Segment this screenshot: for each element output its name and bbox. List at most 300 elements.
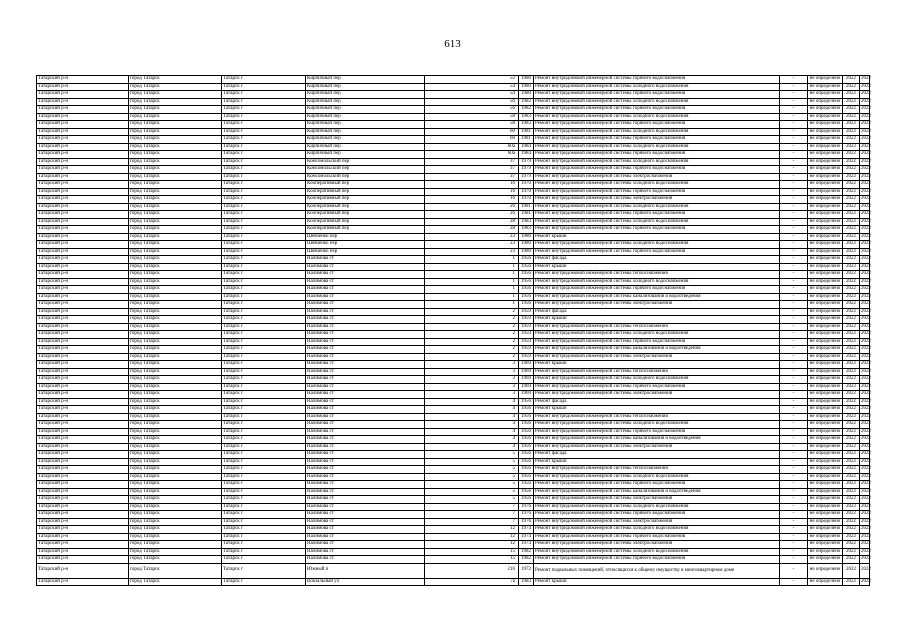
table-row — [37, 196, 870, 204]
table-row — [37, 173, 870, 181]
district-cell: Татарский р-н — [37, 346, 129, 354]
street-cell: Налимова ст — [306, 301, 425, 309]
settlement-cell: Татарск г — [222, 263, 306, 271]
table-row — [37, 421, 870, 429]
year-start-cell: 2022 — [843, 346, 860, 354]
year-start-cell: 2022 — [843, 563, 860, 578]
municipality-cell: город Татарск — [129, 518, 222, 526]
year-built-cell: 1969 — [519, 368, 534, 376]
table-row — [37, 398, 870, 406]
year-start-cell: 2022 — [843, 383, 860, 391]
year-end-cell: 2022 — [861, 76, 871, 81]
street-cell: Кооперативный пер — [306, 226, 425, 234]
cost-cell: не определено — [808, 391, 843, 399]
house-number-cell: 26 — [425, 211, 519, 219]
year-built-cell: 1956 — [519, 406, 534, 414]
year-built-cell: 1970 — [519, 196, 534, 204]
street-cell: Кооперативный пер — [306, 203, 425, 211]
dash-cell: - — [780, 196, 808, 204]
cost-cell: не определено — [808, 398, 843, 406]
year-start-cell: 2022 — [843, 98, 860, 106]
table-row — [37, 226, 870, 234]
district-cell: Татарский р-н — [37, 428, 129, 436]
table-row — [37, 436, 870, 444]
year-end-cell: 2022 — [861, 248, 871, 254]
house-number-cell: 16 — [425, 196, 519, 204]
municipality-cell: город Татарск — [129, 151, 222, 159]
year-built-cell: 1956 — [519, 443, 534, 451]
house-number-cell: 7 — [425, 503, 519, 511]
house-number-cell: 1 — [425, 286, 519, 294]
municipality-cell: город Татарск — [129, 526, 222, 534]
settlement-cell: Татарск г — [222, 338, 306, 346]
dash-cell: - — [780, 76, 808, 84]
year-built-cell: 1959 — [519, 308, 534, 316]
cost-cell: не определено — [808, 496, 843, 504]
work-type-cell: Ремонт крыши — [534, 361, 780, 369]
settlement-cell: Татарск г — [222, 421, 306, 429]
table-row — [37, 563, 870, 578]
table-row — [37, 151, 870, 159]
year-end-cell: 2022 — [861, 518, 871, 524]
year-start-cell: 2022 — [843, 368, 860, 376]
table-row — [37, 556, 870, 564]
dash-cell: - — [780, 518, 808, 526]
cost-cell: не определено — [808, 91, 843, 99]
district-cell: Татарский р-н — [37, 173, 129, 181]
dash-cell: - — [780, 458, 808, 466]
house-number-cell: 3 — [425, 361, 519, 369]
table-row — [37, 263, 870, 271]
street-cell: Налимова ст — [306, 413, 425, 421]
settlement-cell: Татарск г — [222, 143, 306, 151]
year-start-cell: 2022 — [843, 308, 860, 316]
table-row — [37, 443, 870, 451]
street-cell: Налимова ст — [306, 518, 425, 526]
year-built-cell: 1981 — [519, 211, 534, 219]
street-cell: Налимова ст — [306, 256, 425, 264]
district-cell: Татарский р-н — [37, 518, 129, 526]
year-built-cell: 1982 — [519, 98, 534, 106]
year-built-cell: 1974 — [519, 541, 534, 549]
work-type-cell: Ремонт внутридомовой инженерной системы горячего водоснабжения — [534, 556, 780, 564]
dash-cell: - — [780, 436, 808, 444]
work-type-cell: Ремонт внутридомовой инженерной системы горячего водоснабжения — [534, 338, 780, 346]
year-end-cell: 2022 — [861, 278, 871, 284]
table-row — [37, 98, 870, 106]
dash-cell: - — [780, 578, 808, 586]
street-cell: Кооперативный пер — [306, 181, 425, 189]
house-number-cell: 60а — [425, 143, 519, 151]
work-type-cell: Ремонт фасада — [534, 256, 780, 264]
dash-cell: - — [780, 563, 808, 578]
year-end-cell: 2022 — [861, 113, 871, 119]
municipality-cell: город Татарск — [129, 241, 222, 249]
work-type-cell: Ремонт внутридомовой инженерной системы электроснабжения — [534, 353, 780, 361]
municipality-cell: город Татарск — [129, 158, 222, 166]
table-row — [37, 181, 870, 189]
year-end-cell: 2022 — [861, 383, 871, 389]
house-number-cell: 7 — [425, 511, 519, 519]
district-cell: Татарский р-н — [37, 278, 129, 286]
year-start-cell: 2022 — [843, 263, 860, 271]
year-built-cell: 1972 — [519, 563, 534, 578]
street-cell: Налимова ст — [306, 383, 425, 391]
municipality-cell: город Татарск — [129, 323, 222, 331]
year-start-cell: 2022 — [843, 248, 860, 256]
settlement-cell: Татарск г — [222, 121, 306, 129]
municipality-cell: город Татарск — [129, 278, 222, 286]
year-start-cell: 2022 — [843, 451, 860, 459]
cost-cell: не определено — [808, 346, 843, 354]
house-number-cell: 54 — [425, 83, 519, 91]
municipality-cell: город Татарск — [129, 271, 222, 279]
district-cell: Татарский р-н — [37, 233, 129, 241]
municipality-cell: город Татарск — [129, 406, 222, 414]
street-cell: Кооперативный пер — [306, 211, 425, 219]
municipality-cell: город Татарск — [129, 556, 222, 564]
year-built-cell: 1956 — [519, 481, 534, 489]
house-number-cell: 37 — [425, 166, 519, 174]
street-cell: Комсомольский пер — [306, 158, 425, 166]
house-number-cell: 2 — [425, 338, 519, 346]
table-row — [37, 383, 870, 391]
work-type-cell: Ремонт внутридомовой инженерной системы электроснабжения — [534, 443, 780, 451]
street-cell: Налимова ст — [306, 541, 425, 549]
house-number-cell: 3 — [425, 383, 519, 391]
year-built-cell: 1976 — [519, 511, 534, 519]
street-cell: Налимова ст — [306, 496, 425, 504]
street-cell: Налимова ст — [306, 443, 425, 451]
dash-cell: - — [780, 391, 808, 399]
street-cell: Налимова ст — [306, 346, 425, 354]
district-cell: Татарский р-н — [37, 113, 129, 121]
cost-cell: не определено — [808, 541, 843, 549]
work-type-cell: Ремонт внутридомовой инженерной системы холодного водоснабжения — [534, 128, 780, 136]
dash-cell: - — [780, 128, 808, 136]
dash-cell: - — [780, 323, 808, 331]
dash-cell: - — [780, 331, 808, 339]
house-number-cell: 28 — [425, 226, 519, 234]
settlement-cell: Татарск г — [222, 466, 306, 474]
year-start-cell: 2022 — [843, 286, 860, 294]
street-cell: Налимова ст — [306, 488, 425, 496]
settlement-cell: Татарск г — [222, 98, 306, 106]
work-type-cell: Ремонт внутридомовой инженерной системы канализования и водоотведения — [534, 488, 780, 496]
house-number-cell: 1 — [425, 293, 519, 301]
house-number-cell: 16 — [425, 188, 519, 196]
year-start-cell: 2022 — [843, 556, 860, 564]
district-cell: Татарский р-н — [37, 256, 129, 264]
cost-cell: не определено — [808, 428, 843, 436]
street-cell: Налимова ст — [306, 391, 425, 399]
dash-cell: - — [780, 121, 808, 129]
dash-cell: - — [780, 271, 808, 279]
cost-cell: не определено — [808, 106, 843, 114]
settlement-cell: Татарск г — [222, 271, 306, 279]
year-start-cell: 2022 — [843, 338, 860, 346]
dash-cell: - — [780, 451, 808, 459]
street-cell: Кирпичный пер — [306, 151, 425, 159]
work-type-cell: Ремонт внутридомовой инженерной системы электроснабжения — [534, 196, 780, 204]
cost-cell: не определено — [808, 376, 843, 384]
table-row — [37, 451, 870, 459]
work-type-cell: Ремонт внутридомовой инженерной системы теплоснабжения — [534, 368, 780, 376]
municipality-cell: город Татарск — [129, 293, 222, 301]
table-row — [37, 353, 870, 361]
year-end-cell: 2022 — [861, 128, 871, 134]
dash-cell: - — [780, 218, 808, 226]
district-cell: Татарский р-н — [37, 188, 129, 196]
district-cell: Татарский р-н — [37, 503, 129, 511]
house-number-cell: 56 — [425, 106, 519, 114]
settlement-cell: Татарск г — [222, 196, 306, 204]
year-built-cell: 1956 — [519, 428, 534, 436]
work-type-cell: Ремонт внутридомовой инженерной системы горячего водоснабжения — [534, 136, 780, 144]
year-built-cell: 1956 — [519, 286, 534, 294]
settlement-cell: Татарск г — [222, 181, 306, 189]
year-built-cell: 1956 — [519, 421, 534, 429]
cost-cell: не определено — [808, 533, 843, 541]
house-number-cell: 1 — [425, 278, 519, 286]
table-row — [37, 481, 870, 489]
cost-cell: не определено — [808, 76, 843, 84]
year-end-cell: 2022 — [861, 481, 871, 486]
settlement-cell: Татарск г — [222, 361, 306, 369]
year-start-cell: 2022 — [843, 518, 860, 526]
work-type-cell: Ремонт внутридомовой инженерной системы горячего водоснабжения — [534, 226, 780, 234]
street-cell: Налимова ст — [306, 361, 425, 369]
settlement-cell: Татарск г — [222, 301, 306, 309]
municipality-cell: город Татарск — [129, 196, 222, 204]
district-cell: Татарский р-н — [37, 338, 129, 346]
year-built-cell: 1969 — [519, 391, 534, 399]
year-built-cell: 1956 — [519, 451, 534, 459]
table-row — [37, 533, 870, 541]
cost-cell: не определено — [808, 196, 843, 204]
year-end-cell: 2022 — [861, 181, 871, 186]
district-cell: Татарский р-н — [37, 548, 129, 556]
year-end-cell: 2022 — [861, 361, 871, 366]
house-number-cell: 26 — [425, 203, 519, 211]
repair-schedule-table — [36, 75, 870, 586]
year-end-cell: 2022 — [861, 526, 871, 531]
year-built-cell: 1970 — [519, 181, 534, 189]
year-end-cell: 2022 — [861, 338, 871, 344]
dash-cell: - — [780, 406, 808, 414]
year-end-cell: 2022 — [861, 578, 871, 584]
work-type-cell: Ремонт внутридомовой инженерной системы холодного водоснабжения — [534, 98, 780, 106]
district-cell: Татарский р-н — [37, 473, 129, 481]
house-number-cell: 37 — [425, 158, 519, 166]
street-cell: Налимова ст — [306, 421, 425, 429]
street-cell: Налимова ст — [306, 556, 425, 564]
house-number-cell: 60 — [425, 136, 519, 144]
year-end-cell: 2022 — [861, 413, 871, 419]
year-start-cell: 2022 — [843, 331, 860, 339]
district-cell: Татарский р-н — [37, 158, 129, 166]
year-built-cell: 1956 — [519, 278, 534, 286]
street-cell: Кооперативный пер — [306, 218, 425, 226]
house-number-cell: 4 — [425, 413, 519, 421]
dash-cell: - — [780, 98, 808, 106]
cost-cell: не определено — [808, 286, 843, 294]
year-end-cell: 2022 — [861, 218, 871, 224]
year-start-cell: 2022 — [843, 136, 860, 144]
year-end-cell: 2022 — [861, 496, 871, 501]
district-cell: Татарский р-н — [37, 488, 129, 496]
dash-cell: - — [780, 496, 808, 504]
work-type-cell: Ремонт внутридомовой инженерной системы горячего водоснабжения — [534, 481, 780, 489]
table-row — [37, 91, 870, 99]
street-cell: Кирпичный пер — [306, 98, 425, 106]
year-start-cell: 2022 — [843, 488, 860, 496]
table-row — [37, 331, 870, 339]
street-cell: Шевченко пер — [306, 241, 425, 249]
street-cell: Налимова ст — [306, 338, 425, 346]
work-type-cell: Ремонт внутридомовой инженерной системы горячего водоснабжения — [534, 166, 780, 174]
cost-cell: не определено — [808, 188, 843, 196]
year-built-cell: 1984 — [519, 143, 534, 151]
dash-cell: - — [780, 181, 808, 189]
house-number-cell: 15 — [425, 556, 519, 564]
work-type-cell: Ремонт внутридомовой инженерной системы канализования и водоотведения — [534, 436, 780, 444]
house-number-cell: 3 — [425, 391, 519, 399]
settlement-cell: Татарск г — [222, 458, 306, 466]
municipality-cell: город Татарск — [129, 398, 222, 406]
table-row — [37, 301, 870, 309]
year-start-cell: 2022 — [843, 241, 860, 249]
year-end-cell: 2022 — [861, 421, 871, 426]
street-cell: Налимова ст — [306, 308, 425, 316]
year-built-cell: 1956 — [519, 466, 534, 474]
year-start-cell: 2022 — [843, 181, 860, 189]
dash-cell: - — [780, 548, 808, 556]
cost-cell: не определено — [808, 353, 843, 361]
year-end-cell: 2022 — [861, 293, 871, 299]
settlement-cell: Татарск г — [222, 406, 306, 414]
work-type-cell: Ремонт внутридомовой инженерной системы электроснабжения — [534, 496, 780, 504]
dash-cell: - — [780, 526, 808, 534]
house-number-cell: 2 — [425, 316, 519, 324]
year-built-cell: 1956 — [519, 458, 534, 466]
table-body — [37, 76, 870, 586]
municipality-cell: город Татарск — [129, 451, 222, 459]
municipality-cell: город Татарск — [129, 263, 222, 271]
house-number-cell: 5 — [425, 496, 519, 504]
year-end-cell: 2022 — [861, 173, 871, 179]
municipality-cell: город Татарск — [129, 136, 222, 144]
work-type-cell: Ремонт внутридомовой инженерной системы холодного водоснабжения — [534, 83, 780, 91]
year-built-cell: 1956 — [519, 271, 534, 279]
municipality-cell: город Татарск — [129, 548, 222, 556]
house-number-cell: 4 — [425, 428, 519, 436]
dash-cell: - — [780, 361, 808, 369]
district-cell: Татарский р-н — [37, 218, 129, 226]
cost-cell: не определено — [808, 128, 843, 136]
district-cell: Татарский р-н — [37, 563, 129, 578]
cost-cell: не определено — [808, 481, 843, 489]
year-end-cell: 2022 — [861, 533, 871, 539]
year-start-cell: 2022 — [843, 466, 860, 474]
district-cell: Татарский р-н — [37, 166, 129, 174]
settlement-cell: Татарск г — [222, 256, 306, 264]
settlement-cell: Татарск г — [222, 436, 306, 444]
work-type-cell: Ремонт внутридомовой инженерной системы холодного водоснабжения — [534, 181, 780, 189]
dash-cell: - — [780, 248, 808, 256]
settlement-cell: Татарск г — [222, 376, 306, 384]
year-built-cell: 1980 — [519, 233, 534, 241]
street-cell: Кирпичный пер — [306, 128, 425, 136]
house-number-cell: 5 — [425, 481, 519, 489]
settlement-cell: Татарск г — [222, 233, 306, 241]
cost-cell: не определено — [808, 211, 843, 219]
year-built-cell: 1979 — [519, 173, 534, 181]
cost-cell: не определено — [808, 143, 843, 151]
work-type-cell: Ремонт внутридомовой инженерной системы горячего водоснабжения — [534, 151, 780, 159]
dash-cell: - — [780, 308, 808, 316]
year-built-cell: 1959 — [519, 353, 534, 361]
settlement-cell: Татарск г — [222, 241, 306, 249]
year-end-cell: 2022 — [861, 271, 871, 276]
municipality-cell: город Татарск — [129, 428, 222, 436]
work-type-cell: Ремонт внутридомовой инженерной системы холодного водоснабжения — [534, 158, 780, 166]
cost-cell: не определено — [808, 173, 843, 181]
house-number-cell: 23 — [425, 241, 519, 249]
year-start-cell: 2022 — [843, 121, 860, 129]
house-number-cell: 23 — [425, 233, 519, 241]
year-start-cell: 2022 — [843, 113, 860, 121]
year-end-cell: 2022 — [861, 428, 871, 434]
table-row — [37, 518, 870, 526]
street-cell: Комсомольский пер — [306, 173, 425, 181]
year-end-cell: 2022 — [861, 211, 871, 216]
year-start-cell: 2022 — [843, 511, 860, 519]
year-start-cell: 2022 — [843, 218, 860, 226]
dash-cell: - — [780, 256, 808, 264]
year-start-cell: 2022 — [843, 533, 860, 541]
municipality-cell: город Татарск — [129, 91, 222, 99]
year-built-cell: 1956 — [519, 293, 534, 301]
table-row — [37, 428, 870, 436]
cost-cell: не определено — [808, 166, 843, 174]
cost-cell: не определено — [808, 383, 843, 391]
municipality-cell: город Татарск — [129, 211, 222, 219]
year-end-cell: 2022 — [861, 391, 871, 396]
settlement-cell: Татарск г — [222, 473, 306, 481]
settlement-cell: Татарск г — [222, 173, 306, 181]
table-row — [37, 368, 870, 376]
settlement-cell: Татарск г — [222, 556, 306, 564]
house-number-cell: 60а — [425, 151, 519, 159]
street-cell: Кирпичный пер — [306, 106, 425, 114]
house-number-cell: 4 — [425, 421, 519, 429]
table-row — [37, 166, 870, 174]
settlement-cell: Татарск г — [222, 248, 306, 256]
work-type-cell: Ремонт внутридомовой инженерной системы холодного водоснабжения — [534, 331, 780, 339]
municipality-cell: город Татарск — [129, 256, 222, 264]
dash-cell: - — [780, 263, 808, 271]
district-cell: Татарский р-н — [37, 466, 129, 474]
municipality-cell: город Татарск — [129, 496, 222, 504]
district-cell: Татарский р-н — [37, 121, 129, 129]
cost-cell: не определено — [808, 436, 843, 444]
table-row — [37, 511, 870, 519]
work-type-cell: Ремонт внутридомовой инженерной системы электроснабжения — [534, 518, 780, 526]
house-number-cell: 60 — [425, 128, 519, 136]
year-start-cell: 2022 — [843, 391, 860, 399]
house-number-cell: 56 — [425, 98, 519, 106]
